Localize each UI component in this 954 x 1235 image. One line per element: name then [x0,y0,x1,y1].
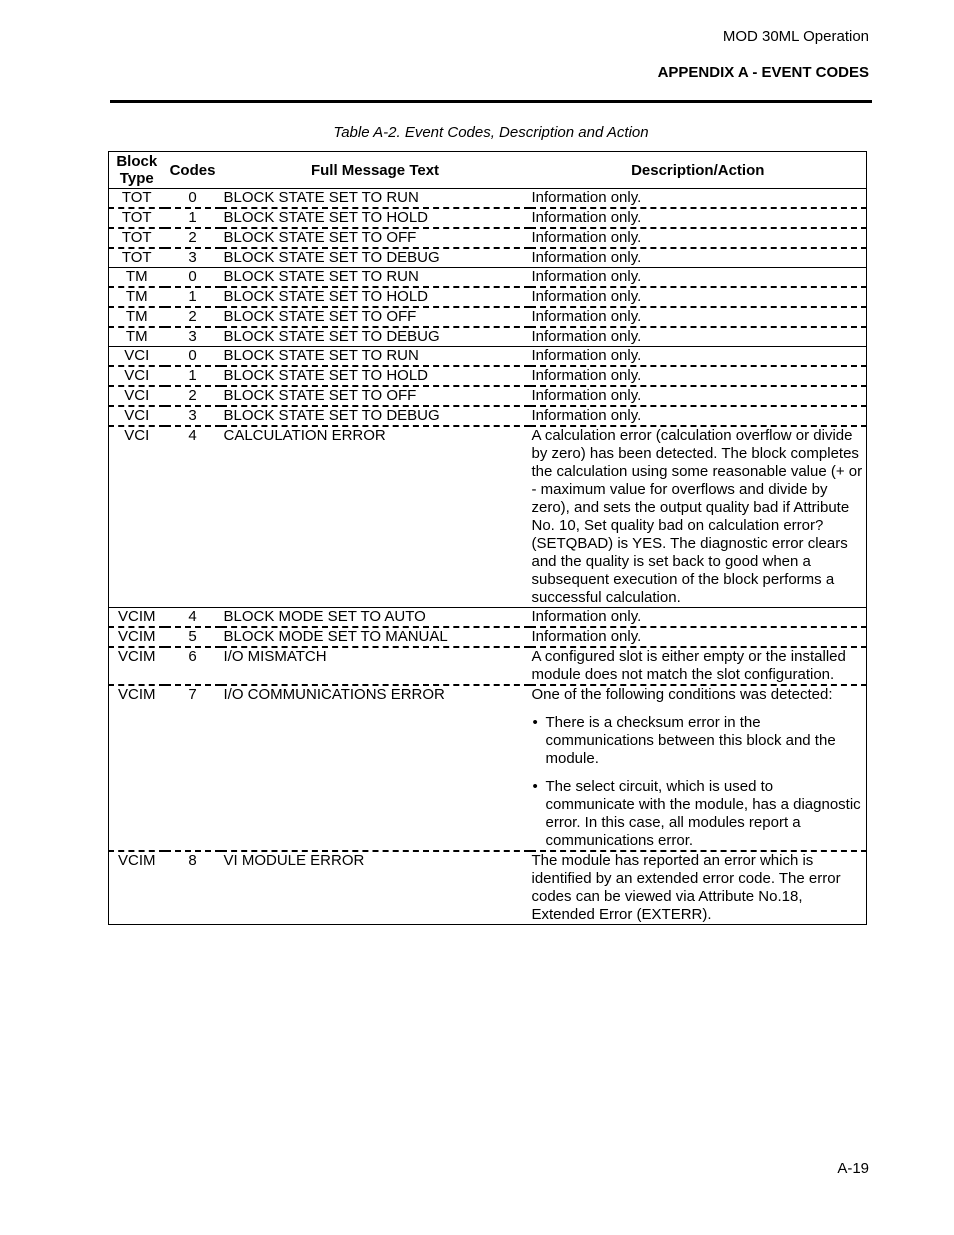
description-bullet-list [532,714,865,850]
cell-description: Information only. [530,608,867,628]
cell-message: BLOCK STATE SET TO DEBUG [221,406,530,426]
cell-code: 2 [165,386,221,406]
table-row [109,228,867,248]
header-rule [110,100,872,103]
cell-message: CALCULATION ERROR [221,426,530,608]
description-bullet-item: • There is a checksum error in the communications between this block and the module. [546,714,865,768]
description-bullet-item: • The select circuit, which is used to communicate with the module, has a diagnostic error. In this case, all modules report a communications error. [546,778,865,850]
cell-code: 0 [165,268,221,288]
table-row [109,627,867,647]
table-row [109,307,867,327]
table-row [109,647,867,685]
cell-code: 2 [165,307,221,327]
table-row [109,189,867,209]
cell-description: Information only. [530,208,867,228]
cell-message: BLOCK STATE SET TO OFF [221,307,530,327]
table-caption: Table A-2. Event Codes, Description and Action [333,124,649,141]
cell-description: Information only. [530,287,867,307]
table-header-row [109,152,867,189]
cell-code: 8 [188,852,197,869]
cell-message: BLOCK STATE SET TO RUN [221,347,530,367]
cell-block-type: TOT [109,228,165,248]
table-row [109,327,867,347]
cell-block-type: VCIM [109,627,165,647]
cell-description: Information only. [530,228,867,248]
cell-block-type: VCIM [118,852,156,869]
table-body [109,189,867,925]
cell-message: BLOCK STATE SET TO RUN [221,189,530,209]
cell-block-type: TM [109,268,165,288]
running-header-section: APPENDIX A - EVENT CODES [657,64,869,81]
cell-message: VI MODULE ERROR [223,852,365,869]
cell-message: BLOCK STATE SET TO OFF [221,228,530,248]
cell-code: 4 [165,608,221,628]
table-row [109,208,867,228]
cell-code: 2 [165,228,221,248]
table-row [109,366,867,386]
running-header-title: MOD 30ML Operation [722,28,869,45]
cell-block-type: TOT [109,248,165,268]
cell-message: BLOCK STATE SET TO HOLD [221,366,530,386]
cell-message: BLOCK STATE SET TO HOLD [221,287,530,307]
cell-block-type: TM [109,287,165,307]
cell-block-type: TOT [109,208,165,228]
event-codes-table [108,151,867,925]
cell-description: Information only. [530,327,867,347]
cell-description: The module has reported an error which is identified by an extended error code. The error codes can be viewed via Attribute No.18, Extended Error (EXTERR). [531,852,841,923]
cell-code: 6 [165,647,221,685]
cell-description: Information only. [530,627,867,647]
table-row [109,851,867,925]
cell-block-type: VCI [109,426,165,608]
cell-code: 1 [165,287,221,307]
cell-code: 5 [165,627,221,647]
column-header-message: Full Message Text [221,152,530,189]
cell-block-type: TM [109,327,165,347]
cell-description: Information only. [530,248,867,268]
table-row [109,386,867,406]
cell-message: BLOCK MODE SET TO MANUAL [221,627,530,647]
cell-description: A calculation error (calculation overflow or divide by zero) has been detected. The block completes the calculation using some reasonable value (+ or - maximum value for overflows and divide by zero), and sets the output quality bad if Attribute No. 10, Set quality bad on calculation error? (SETQBAD) is YES. The diagnostic error clears and the quality is set back to good when a subsequent execution of the block performs a successful calculation. [530,426,867,608]
cell-description: Information only. [530,406,867,426]
cell-description: Information only. [530,268,867,288]
cell-code: 3 [165,248,221,268]
table-row [109,426,867,608]
table-row [109,248,867,268]
cell-code: 4 [165,426,221,608]
table-row [109,406,867,426]
cell-message: BLOCK STATE SET TO OFF [221,386,530,406]
cell-code: 0 [165,347,221,367]
cell-description: A configured slot is either empty or the installed module does not match the slot configuration. [530,647,867,685]
table-row [109,608,867,628]
cell-block-type: TM [109,307,165,327]
cell-block-type: VCIM [109,685,165,851]
cell-block-type: VCIM [109,647,165,685]
cell-block-type: VCI [109,406,165,426]
cell-description: Information only. [530,189,867,209]
cell-code: 3 [165,327,221,347]
cell-code: 1 [165,208,221,228]
cell-message: BLOCK STATE SET TO RUN [221,268,530,288]
cell-block-type: VCI [109,347,165,367]
event-codes-table-container [108,151,866,925]
page-number: A-19 [837,1160,869,1177]
table-row [109,685,867,851]
column-header-description: Description/Action [530,152,867,189]
cell-description [530,685,867,851]
cell-code: 1 [165,366,221,386]
cell-block-type: VCI [109,386,165,406]
column-header-codes: Codes [165,152,221,189]
cell-message: I/O MISMATCH [221,647,530,685]
cell-description: Information only. [530,347,867,367]
cell-message: BLOCK STATE SET TO DEBUG [221,248,530,268]
cell-block-type: VCIM [109,608,165,628]
column-header-block-type: Block Type [109,152,165,189]
cell-code: 0 [165,189,221,209]
cell-message: BLOCK STATE SET TO HOLD [221,208,530,228]
cell-code: 3 [165,406,221,426]
cell-description: Information only. [530,366,867,386]
table-row [109,347,867,367]
cell-code: 7 [165,685,221,851]
cell-block-type: VCI [109,366,165,386]
cell-description: Information only. [530,386,867,406]
cell-message: BLOCK STATE SET TO DEBUG [221,327,530,347]
cell-block-type: TOT [109,189,165,209]
cell-description: Information only. [530,307,867,327]
table-row [109,268,867,288]
cell-message: BLOCK MODE SET TO AUTO [221,608,530,628]
table-row [109,287,867,307]
description-intro: One of the following conditions was detected: [531,686,833,703]
cell-message: I/O COMMUNICATIONS ERROR [221,685,530,851]
